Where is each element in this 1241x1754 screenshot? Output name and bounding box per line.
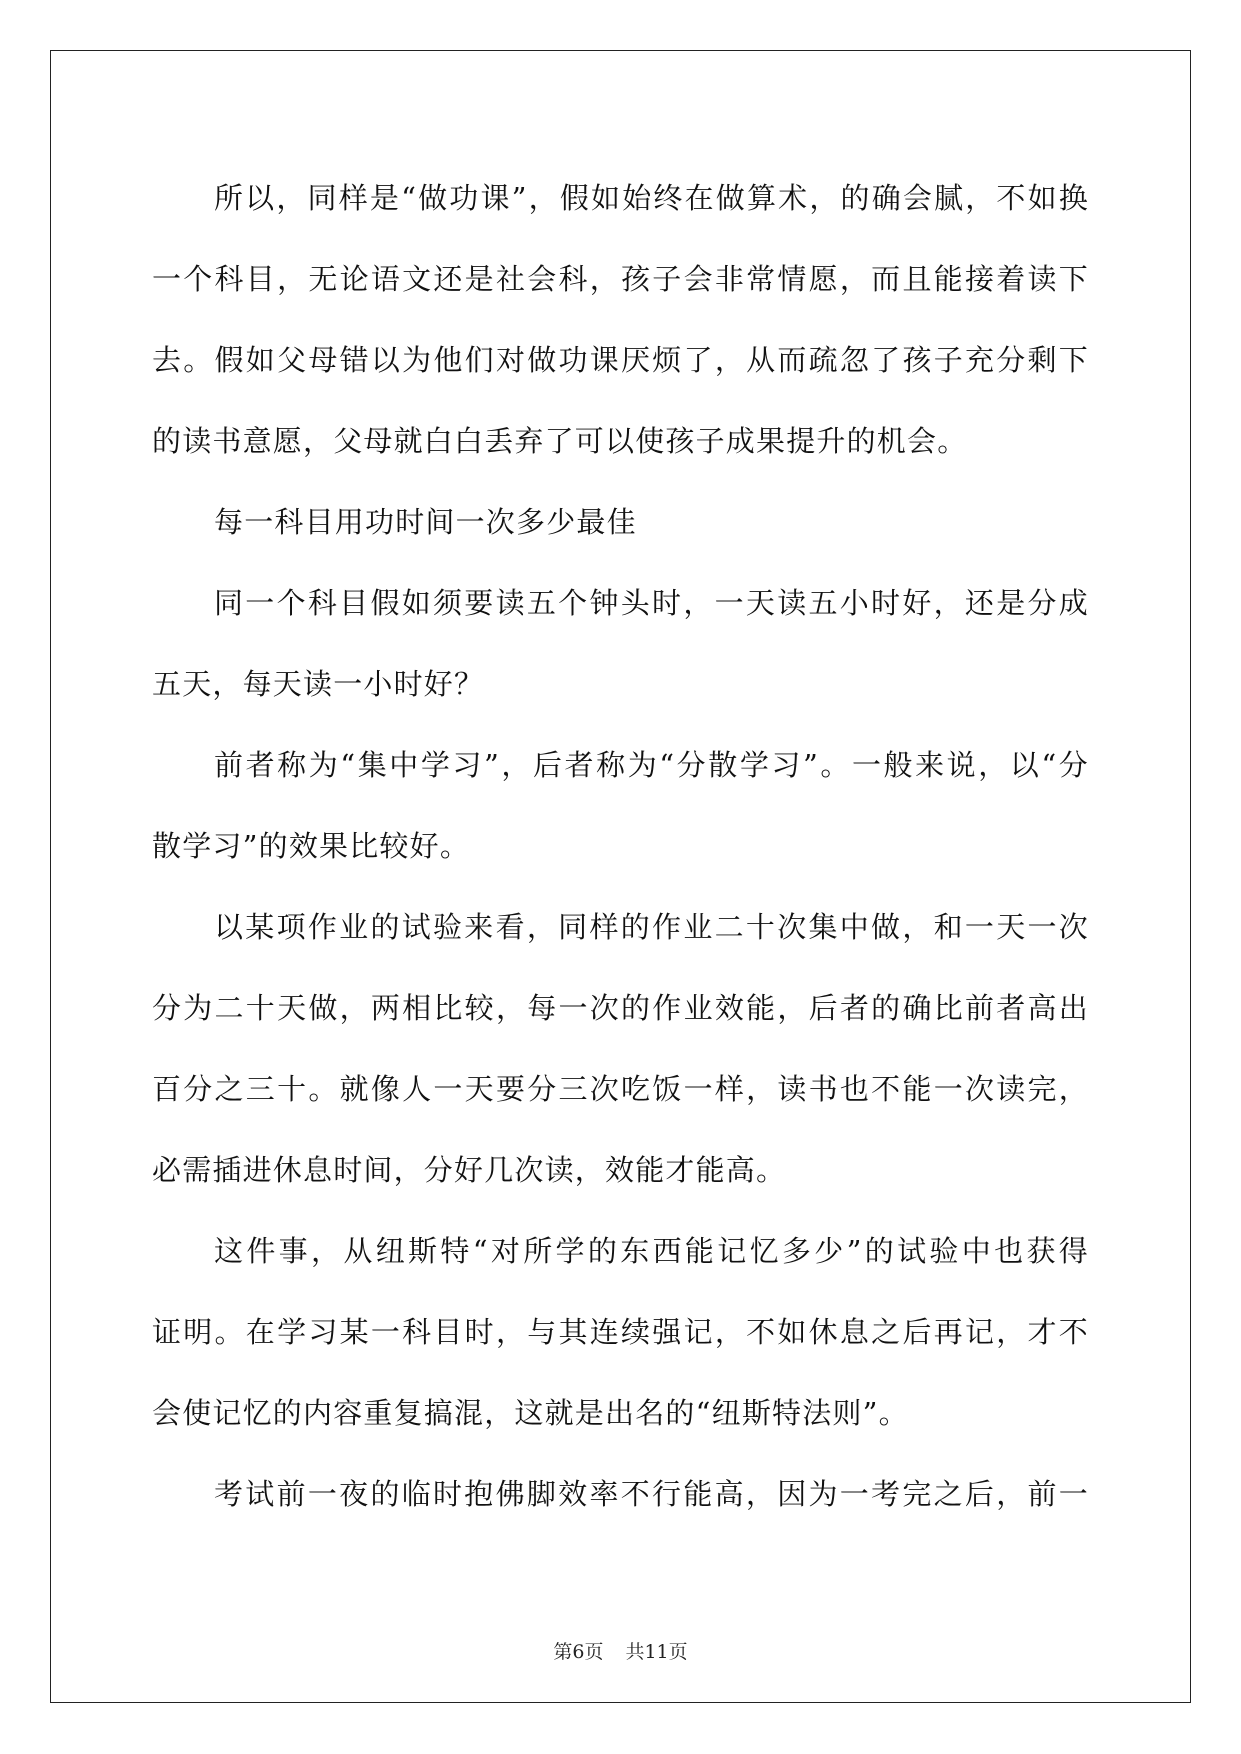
page-total: 共11页: [625, 1641, 688, 1663]
paragraph-line: 分为二十天做，两相比较，每一次的作业效能，后者的确比前者高出: [152, 991, 1089, 1025]
paragraph-line: 必需插进休息时间，分好几次读，效能才能高。: [152, 1153, 787, 1187]
paragraph-line: 去。假如父母错以为他们对做功课厌烦了，从而疏忽了孩子充分剩下: [152, 343, 1089, 377]
paragraph-line: 会使记忆的内容重复搞混，这就是出名的“纽斯特法则”。: [152, 1396, 909, 1430]
page-footer: [0, 1640, 1241, 1664]
document-body: [152, 158, 1089, 1535]
page-number: 第6页: [553, 1641, 604, 1663]
paragraph-line: 百分之三十。就像人一天要分三次吃饭一样，读书也不能一次读完，: [152, 1072, 1089, 1106]
paragraph-line: 的读书意愿，父母就白白丢弃了可以使孩子成果提升的机会。: [152, 424, 968, 458]
paragraph-line: 前者称为“集中学习”，后者称为“分散学习”。一般来说，以“分: [214, 748, 1089, 782]
paragraph-line: 考试前一夜的临时抱佛脚效率不行能高，因为一考完之后，前一: [214, 1477, 1089, 1511]
paragraph-line: 散学习”的效果比较好。: [152, 829, 471, 863]
paragraph-line: 这件事，从纽斯特“对所学的东西能记忆多少”的试验中也获得: [214, 1234, 1089, 1268]
paragraph-line: 同一个科目假如须要读五个钟头时，一天读五小时好，还是分成: [214, 586, 1089, 620]
paragraph-line: 所以，同样是“做功课”，假如始终在做算术，的确会腻，不如换: [214, 181, 1089, 215]
paragraph-line: 证明。在学习某一科目时，与其连续强记，不如休息之后再记，才不: [152, 1315, 1089, 1349]
section-heading: 每一科目用功时间一次多少最佳: [214, 505, 637, 539]
paragraph-line: 一个科目，无论语文还是社会科，孩子会非常情愿，而且能接着读下: [152, 262, 1089, 296]
paragraph-line: 五天，每天读一小时好？: [152, 667, 485, 701]
paragraph-line: 以某项作业的试验来看，同样的作业二十次集中做，和一天一次: [214, 910, 1089, 944]
